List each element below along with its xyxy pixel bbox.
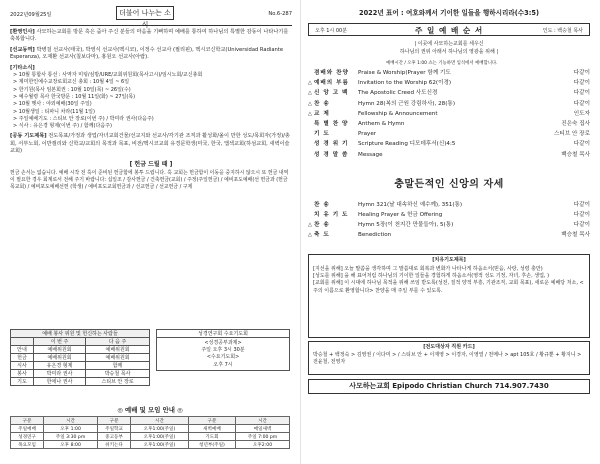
header-rule [10, 25, 292, 26]
other-news-title: [기타소식] [10, 64, 35, 71]
study-line: 오후 7시 [213, 361, 233, 368]
table-row: 목요모임 오후 8:00 쉬키는다 오후1:00(주일) 청년부(주일) 오후2:00 [11, 441, 290, 449]
healing-prayer-box [308, 254, 590, 338]
bullet-icon: ◎ [117, 406, 126, 414]
prayer-line: [교회를 위해] 이 시대에 하나님 목적을 위해 쓰임 받도록(성전, 질적 양적 부흥, 기관조직, 교회 목표), 새로운 예배당 처소, <주의 이름으로 환영합니다> 찬양을 매 주일 부를 수 있도록. [313, 280, 584, 294]
table-row: 기도 한애나 권사 스티브 안 장로 [11, 378, 150, 386]
worship-order-list [308, 68, 590, 160]
study-title: 성경연구회 수요기도회 [157, 330, 289, 338]
healing-prayer-title: [치유기도제목] [432, 257, 466, 264]
list-item: 성 경 말 씀 Message 백승철 목사 [314, 151, 590, 158]
news-header [10, 6, 292, 29]
worship-order-bar [308, 23, 590, 36]
worship-time: 오후 1시 00분 [315, 28, 348, 34]
bulletin-date: 2022년09월25일 [10, 12, 52, 18]
missions-text: 박병걸 선교사(태국), 박영식 선교사(멕시코), 이정수 선교사 (필리핀), 멕시코신학교(Universidad Radiante Esperanza), 오재환 선교사(칠보다마), 홍원오 선교사(아랍). [10, 46, 284, 61]
other-news-section [10, 65, 292, 131]
worship-note: 예배시간 / 오후 1:00 쇼는 기능하면 입석에서 예배합니다. [386, 61, 498, 66]
evangelism-text: 박승철 + 백정숙 > 김영권 / 이다미 > / 스티브 안 + 이재영 > 이경자, 이영열 / 천메나 > apt 105호 / 황규뿐 + 황지니 > 전윤철, 전영자 [313, 351, 582, 366]
list-item: △ 찬 송 Hymn 28(복의 근원 강림하사), 28(통) 다같이 [308, 100, 590, 107]
news-title-box: 더불어 나누는 소식 [116, 6, 174, 20]
study-line: <성경공부과제> [204, 340, 242, 346]
list-item: △ 신 앙 고 백 The Apostolic Creed 사도신경 다같이 [308, 90, 590, 97]
prayer-topics-title: [공동 기도제목] [10, 133, 47, 140]
servers-table [10, 329, 150, 386]
table-row: 성경연구 주일 3:30 pm 중고등부 오후1:00(주일) 기도회 주일 7:00 pm [11, 433, 290, 441]
prayer-line: [지선을 위해] 오늘 말씀을 생각하며 그 말씀대로 회복과 변화가 나타나게 하옵소서(믿음, 사랑, 성령 충만) [313, 265, 543, 272]
evangelism-title: [전도대상자 직원 카드] [423, 344, 475, 351]
sermon-title: 충말든적인 신앙의 자세 [394, 178, 504, 190]
prayer-topics-section [10, 133, 292, 155]
bullet-icon: ◎ [174, 406, 183, 414]
list-item: △ 찬 송 Hymn 5장(이 천지간 만물들아), 5(통) 다같이 [308, 222, 590, 229]
worship-order-title: 주 일 예 배 순 서 [415, 26, 484, 35]
list-item: 겸배와 찬양 Praise & Worship(Prayer 함께 기도 다같이 [314, 70, 590, 76]
servers-header: 이 번 주 [33, 338, 85, 346]
intro-text: | 이곳에 사모하는교회를 세우신 하나님의 권위 아래서 하나님의 영광을 위해 | [399, 41, 499, 55]
news-item: > 10월 헷사 : 야외예배(30일 주일) [13, 101, 92, 108]
year-motto: 2022년 표어 : 여호와께서 기이한 일들을 행하시리라(수3:5) [359, 9, 539, 17]
table-row: 안내 예배위원회 예배위원회 [11, 346, 150, 354]
news-item: > 10월생일 : 티파니 차라(11월 1일) [13, 108, 95, 115]
welcome-text: 사모하는교회를 방문 혹은 줌아 주신 분들의 마음을 기뻐하며 예배를 통하여 하나님의 특별한 감동이 나타나기를 축복합니다. [10, 29, 289, 43]
table-row: 주일예배 오후 1:00 주일학교 오후1:00(주일) 새벽예배 매일새벽 [11, 425, 290, 433]
issue-number: No.6-287 [268, 11, 292, 17]
welcome-section [10, 29, 292, 44]
welcome-title: [환영인사] [10, 29, 35, 35]
missions-section [10, 47, 292, 62]
news-item: > 제미한인예수교장로회교신 총회 : 10월 4일 ~ 6일 [13, 79, 130, 86]
table-row: 헌금 예배위원회 예배위원회 [11, 354, 150, 362]
table-row: 식사 유은경 형제 함께 [11, 362, 150, 370]
list-item: 특 별 찬 양 Anthem & Hymn 진은숙 집사 [314, 120, 590, 127]
meetings-table: 구분 시간 구분 시간 구분 시간 주일예배 오후 1:00 주일학교 오후1:00(주일) 새벽예배 매일새벽 성경연구 주일 3:30 pm 중고등부 오후1:00(주일) 기도회 주일 7:00 pm 목요모임 오후 8:00 쉬키는다 오후1:00(주일) 청년부(주일) 오후2:00 [10, 416, 290, 449]
study-line: 주일 오후 3시 30분 [201, 347, 245, 354]
missions-title: [선교동역] [10, 46, 35, 53]
study-line: <수요기도회> [206, 354, 240, 361]
list-item: △ 교 제 Fellowship & Announcement 인도자 [308, 110, 590, 117]
study-box [156, 329, 290, 371]
list-item: 찬 송 Hymn 321(날 대속하신 예수께), 351(통) 다같이 [314, 201, 590, 208]
prayer-line: [성도를 위해] 을 해 표어처럼 하나님의 기이한 일들을 경험하게 하옵소서(영적 성도 기정, 자녀, 후손, 생업, ) [313, 273, 550, 280]
servers-header [11, 338, 34, 346]
news-item: > 식사 : 유은경 형제(이번 주) / 함께(다음주) [13, 123, 112, 130]
news-item: > 10월 통합사 통선 : 사역자 미팅/심방/URE/교회위원회(목사고시)/임시노회/교신총회 [13, 72, 203, 79]
offering-title: [ 헌금 드릴 때 ] [129, 160, 173, 168]
worship-column [300, 0, 600, 464]
list-item: 치 유 기 도 Healing Prayer & 헌금 Offering 다같이 [314, 211, 590, 218]
news-item: > 예수월령 목사 한국방문 : 10월 11일(화) ~ 27일(목) [13, 93, 136, 100]
list-item: △ 예배의 부름 Invitation to the Worship 62(이경) 다같이 [308, 80, 590, 87]
servers-table-title: 예배 봉사 위원 및 헌신하는 사람들 [11, 330, 150, 338]
list-item: 기 도 Prayer 스티브 안 장로 [314, 131, 590, 138]
offering-text: 헌금 손서는 없습니다. 예배 시작 전 혹이 준비된 헌금함에 봉투 드립니다. 혹 교회는 헌금함이 이동을 중지하시 않으시 또 헌금 내역이 필요한 경우 회계로서 전해 주기 바랍니다: 십일조 / 감사헌금 / 건축헌금(교회) / 주정(주일헌금) / 예비포도예배(선 헌금과 (헌금목교회) / 예비포도예배선헌 (학생) / 예비포도교회헌금과 / 선교헌금 / 선교헌금 / 구제 [10, 169, 289, 190]
list-item: 성 경 위 기 Scripture Reading 디모데후서(신)4:5 다같이 [314, 141, 590, 148]
meetings-title: ◎ 예배 및 모임 안내 ◎ [117, 406, 183, 414]
list-item: △ 축 도 Benediction 백승철 목사 [308, 232, 590, 239]
news-item: > 주일예배기도 : 스티브 안 장로(이번 주) / 박미라 권사(다음주) [13, 115, 154, 122]
worship-order-list-2 [308, 200, 590, 241]
servers-header: 다 음 주 [86, 338, 150, 346]
table-row: 봉사 박미라 권사 박승철 목사 [11, 370, 150, 378]
news-item: > 한기원(목사 임본회권 : 10월 10일(목) ~ 26일(수) [13, 86, 131, 93]
evangelism-box [308, 341, 590, 375]
church-footer: 사모하는교회 Epipodo Christian Church 714.907.7430 [308, 379, 590, 394]
worship-leader: 인도 : 백승철 목사 [542, 28, 583, 34]
prayer-topics-text: 전도목표/가정과 생업/자녀교회건물/선교지와 선교사/각기관 조직과 활성화/올이 만한 성도/목회자(가정)/총회, 서부노회, 이반캘리와 신학교/교회의 목적과 목표, 비전/멕시코교회 유경문학생(미국, 한국, 앱섹교회(하섬교회, 새벽이슬교회) [10, 133, 290, 155]
